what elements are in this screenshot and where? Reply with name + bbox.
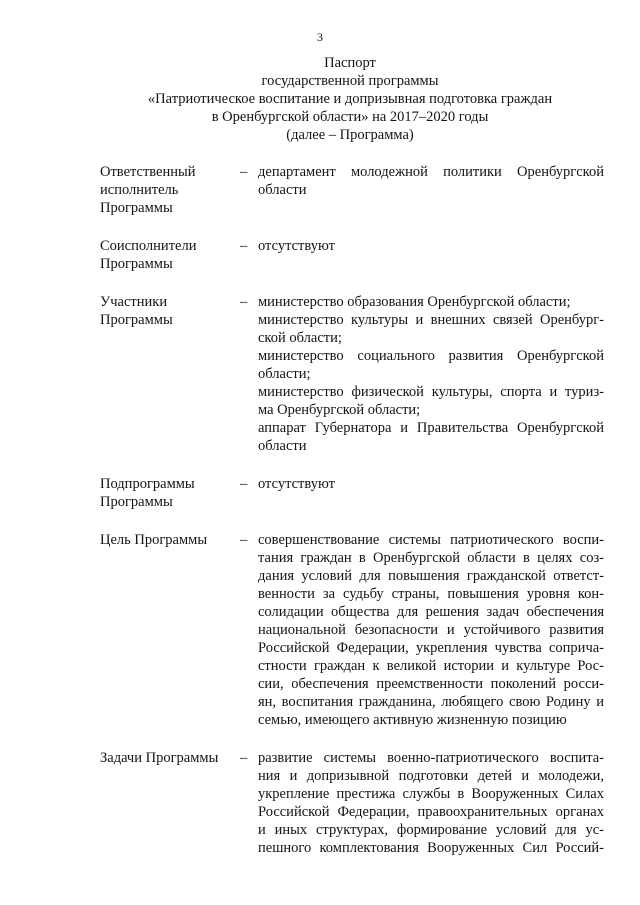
row-dash: – [240, 294, 248, 310]
row-value-line: дания условий для повышения гражданской ответст- [258, 568, 604, 584]
row-value-line: области [258, 438, 307, 454]
row-value-line: тания граждан в Оренбургской области в целях соз- [258, 550, 604, 566]
row-label-line: Программы [100, 200, 173, 216]
title-line: Паспорт [324, 55, 376, 71]
title-line: (далее – Программа) [286, 127, 414, 143]
row-value-line: сии, обеспечения преемственности поколений росси- [258, 676, 604, 692]
row-label [100, 293, 240, 455]
row-value-line: Российской Федерации, укрепления чувства соприча- [258, 640, 604, 656]
row-value-line: ян, воспитания гражданина, любящего свою Родину и [258, 694, 604, 710]
row-label-line: Программы [100, 494, 173, 510]
row-value-line: области [258, 182, 307, 198]
row-value-line: семью, имеющего активную жизненную позицию [258, 712, 567, 728]
row-label-line: Программы [100, 312, 173, 328]
row-label [100, 749, 240, 857]
row-dash: – [240, 476, 248, 492]
row-label-line: Подпрограммы [100, 476, 195, 492]
row-value-line: венности за судьбу страны, повышения уровня кон- [258, 586, 604, 602]
row-label [100, 475, 240, 511]
row-value [258, 237, 604, 273]
passport-row-goal [100, 531, 604, 729]
row-value-line: развитие системы военно-патриотического воспита- [258, 750, 604, 766]
row-value-line: департамент молодежной политики Оренбургской [258, 164, 604, 180]
document-title [100, 54, 600, 144]
row-label-line: Программы [100, 256, 173, 272]
row-value-line: ма Оренбургской области; [258, 402, 421, 418]
row-dash: – [240, 238, 248, 254]
passport-row-co-executors [100, 237, 604, 273]
row-label-line: Ответственный [100, 164, 196, 180]
row-label-line: исполнитель [100, 182, 179, 198]
row-value-line: солидации общества для решения задач обеспечения [258, 604, 604, 620]
row-value-line: области; [258, 366, 311, 382]
row-dash: – [240, 750, 248, 766]
row-value-line: стности граждан к великой истории и культуре Рос- [258, 658, 604, 674]
row-value [258, 163, 604, 217]
row-value [258, 531, 604, 729]
title-line: в Оренбургской области» на 2017–2020 годы [211, 109, 489, 125]
row-label-line: Задачи Программы [100, 750, 219, 766]
row-value [258, 293, 604, 455]
page-number: 3 [317, 30, 323, 44]
passport-row-subprograms [100, 475, 604, 511]
row-value-line: Российской Федерации, правоохранительных органах [258, 804, 604, 820]
row-value-line: и иных структурах, формирование условий для ус- [258, 822, 604, 838]
row-value-line: министерство образования Оренбургской области; [258, 294, 571, 310]
row-value-line: аппарат Губернатора и Правительства Оренбургской [258, 420, 604, 436]
row-label [100, 163, 240, 217]
title-line: государственной программы [261, 73, 439, 89]
row-label-line: Участники [100, 294, 168, 310]
row-value-line: отсутствуют [258, 476, 335, 492]
row-value-line: министерство физической культуры, спорта и туриз- [258, 384, 604, 400]
row-value [258, 475, 604, 511]
passport-row-tasks [100, 749, 604, 857]
row-value-line: пешного комплектования Вооруженных Сил Россий- [258, 840, 604, 856]
row-value-line: министерство социального развития Оренбургской [258, 348, 604, 364]
row-label-line: Цель Программы [100, 532, 208, 548]
row-value-line: совершенствование системы патриотического воспи- [258, 532, 604, 548]
row-value [258, 749, 604, 857]
passport-row-responsible [100, 163, 604, 217]
row-value-line: национальной безопасности и устойчивого развития [258, 622, 604, 638]
row-value-line: укрепление престижа службы в Вооруженных Силах [258, 786, 604, 802]
row-value-line: министерство культуры и внешних связей Оренбург- [258, 312, 604, 328]
row-label [100, 531, 240, 729]
passport-table [100, 163, 604, 877]
row-value-line: ния и допризывной подготовки детей и молодежи, [258, 768, 604, 784]
row-value-line: отсутствуют [258, 238, 335, 254]
row-value-line: ской области; [258, 330, 342, 346]
title-line: «Патриотическое воспитание и допризывная подготовка граждан [147, 91, 553, 107]
row-label [100, 237, 240, 273]
passport-row-participants [100, 293, 604, 455]
row-dash: – [240, 164, 248, 180]
row-label-line: Соисполнители [100, 238, 197, 254]
row-dash: – [240, 532, 248, 548]
